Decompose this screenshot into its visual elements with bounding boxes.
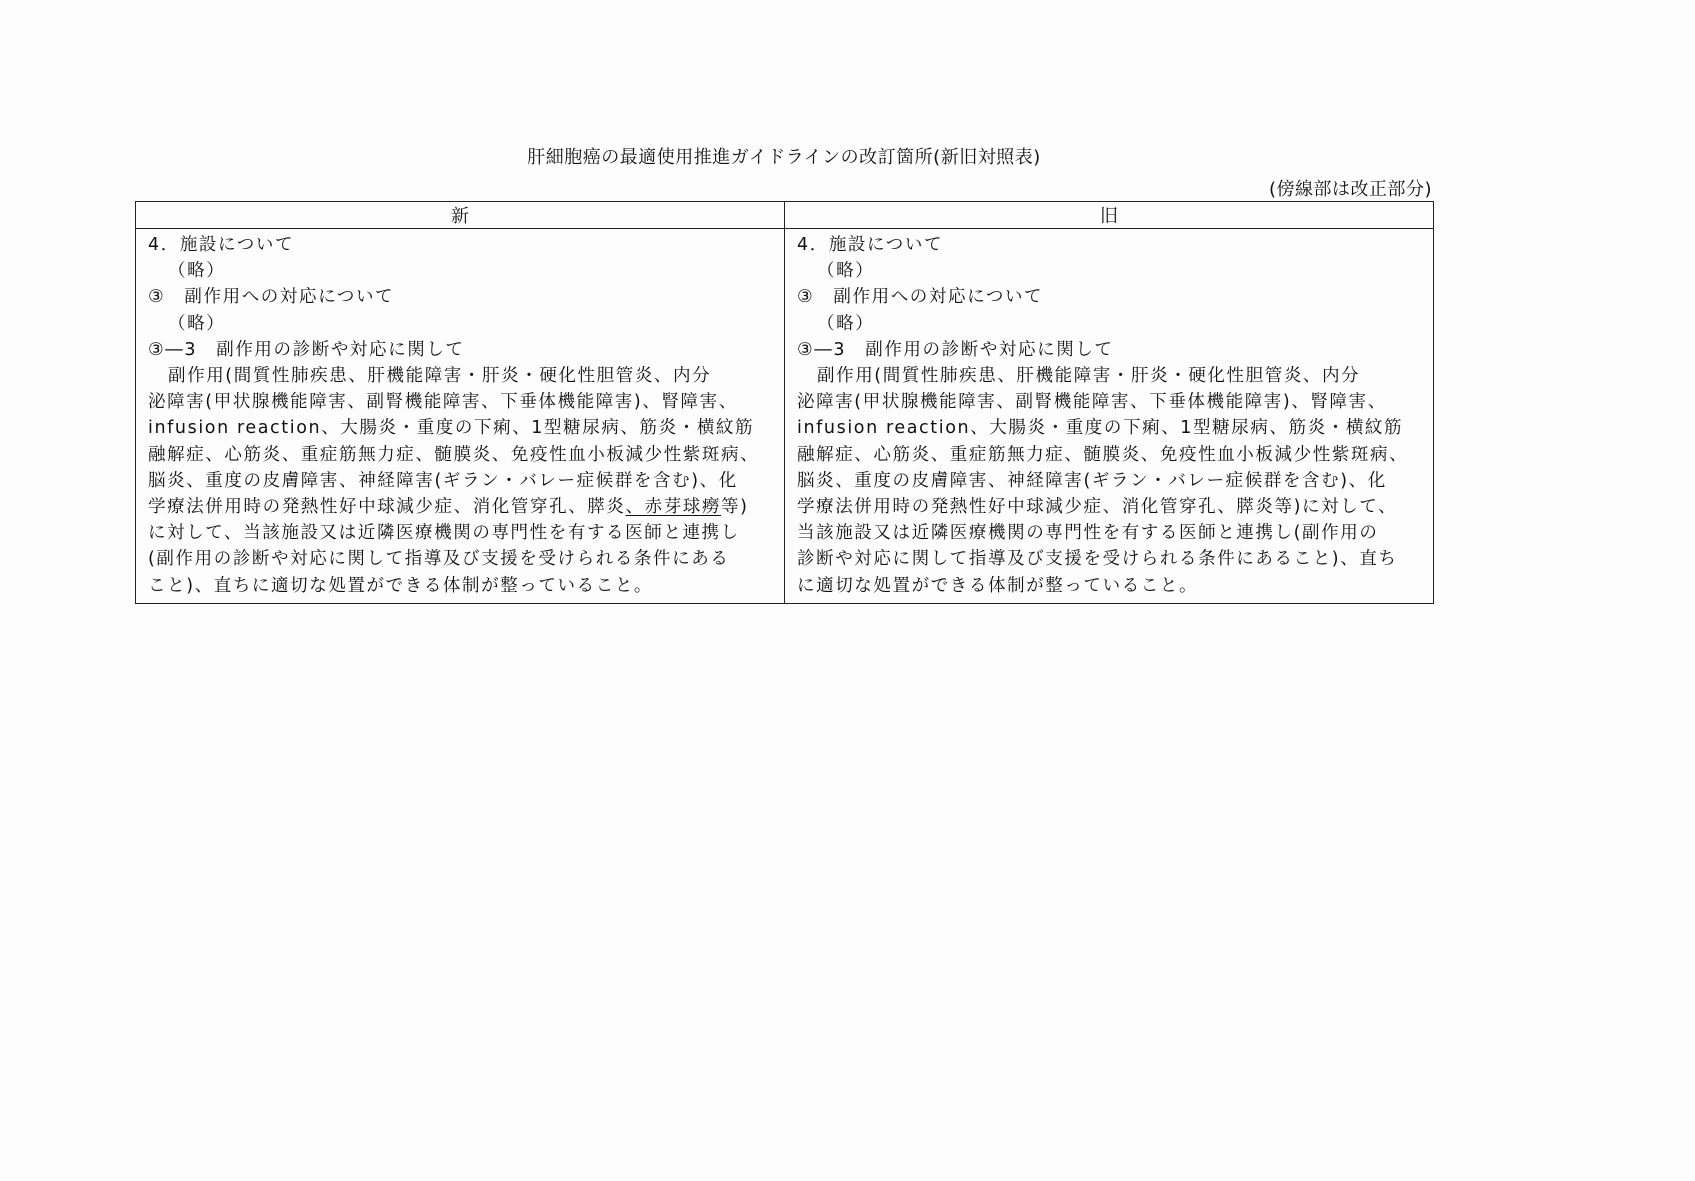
table-header-row [136,202,1434,229]
header-new: 新 [136,202,785,229]
text-line: 泌障害(甲状腺機能障害、副腎機能障害、下垂体機能障害)、腎障害、 [148,392,738,413]
text-line: こと)、直ちに適切な処置ができる体制が整っていること。 [148,575,654,596]
text-line: infusion reaction、大腸炎・重度の下痢、1型糖尿病、筋炎・横紋筋 [148,418,755,439]
text-line: ③ 副作用への対応について [148,287,395,308]
text-line: 副作用(間質性肺疾患、肝機能障害・肝炎・硬化性胆管炎、内分 [817,366,1361,387]
text-segment: 学療法併用時の発熱性好中球減少症、消化管穿孔、膵炎 [148,497,626,518]
text-line: （略） [168,313,226,334]
text-line: 学療法併用時の発熱性好中球減少症、消化管穿孔、膵炎等)に対して、 [797,497,1398,518]
old-column-cell [785,229,1434,604]
text-line: ③―3 副作用の診断や対応に関して [148,339,465,360]
new-column-cell [136,229,785,604]
header-old: 旧 [785,202,1434,229]
text-line: ③―3 副作用の診断や対応に関して [797,339,1114,360]
text-line: 4．施設について [148,235,295,255]
text-segment: 等) [721,497,749,518]
text-line: ③ 副作用への対応について [797,287,1044,308]
text-line: 泌障害(甲状腺機能障害、副腎機能障害、下垂体機能障害)、腎障害、 [797,392,1387,413]
text-line: （略） [817,313,875,334]
text-line: (副作用の診断や対応に関して指導及び支援を受けられる条件にある [148,549,730,570]
document-title: 肝細胞癌の最適使用推進ガイドラインの改訂箇所(新旧対照表) [527,147,1041,168]
text-line: 脳炎、重度の皮膚障害、神経障害(ギラン・バレー症候群を含む)、化 [797,470,1387,491]
text-line: 脳炎、重度の皮膚障害、神経障害(ギラン・バレー症候群を含む)、化 [148,470,738,491]
text-line: に適切な処置ができる体制が整っていること。 [797,575,1199,596]
text-line: 4．施設について [797,235,944,255]
text-line: 融解症、心筋炎、重症筋無力症、髄膜炎、免疫性血小板減少性紫斑病、 [148,444,760,465]
revised-text: 、赤芽球癆 [625,497,721,518]
text-line: （略） [817,261,875,282]
text-line: 副作用(間質性肺疾患、肝機能障害・肝炎・硬化性胆管炎、内分 [168,366,712,387]
comparison-table [135,201,1434,604]
table-row [136,229,1434,604]
text-line: infusion reaction、大腸炎・重度の下痢、1型糖尿病、筋炎・横紋筋 [797,418,1404,439]
text-line: 当該施設又は近隣医療機関の専門性を有する医師と連携し(副作用の [797,523,1379,544]
text-line: 融解症、心筋炎、重症筋無力症、髄膜炎、免疫性血小板減少性紫斑病、 [797,444,1409,465]
text-line: 診断や対応に関して指導及び支援を受けられる条件にあること)、直ち [797,549,1398,570]
text-line: （略） [168,261,226,282]
underline-note: (傍線部は改正部分) [1268,179,1432,200]
text-line: に対して、当該施設又は近隣医療機関の専門性を有する医師と連携し [148,523,740,544]
text-line-with-revision [148,494,774,520]
